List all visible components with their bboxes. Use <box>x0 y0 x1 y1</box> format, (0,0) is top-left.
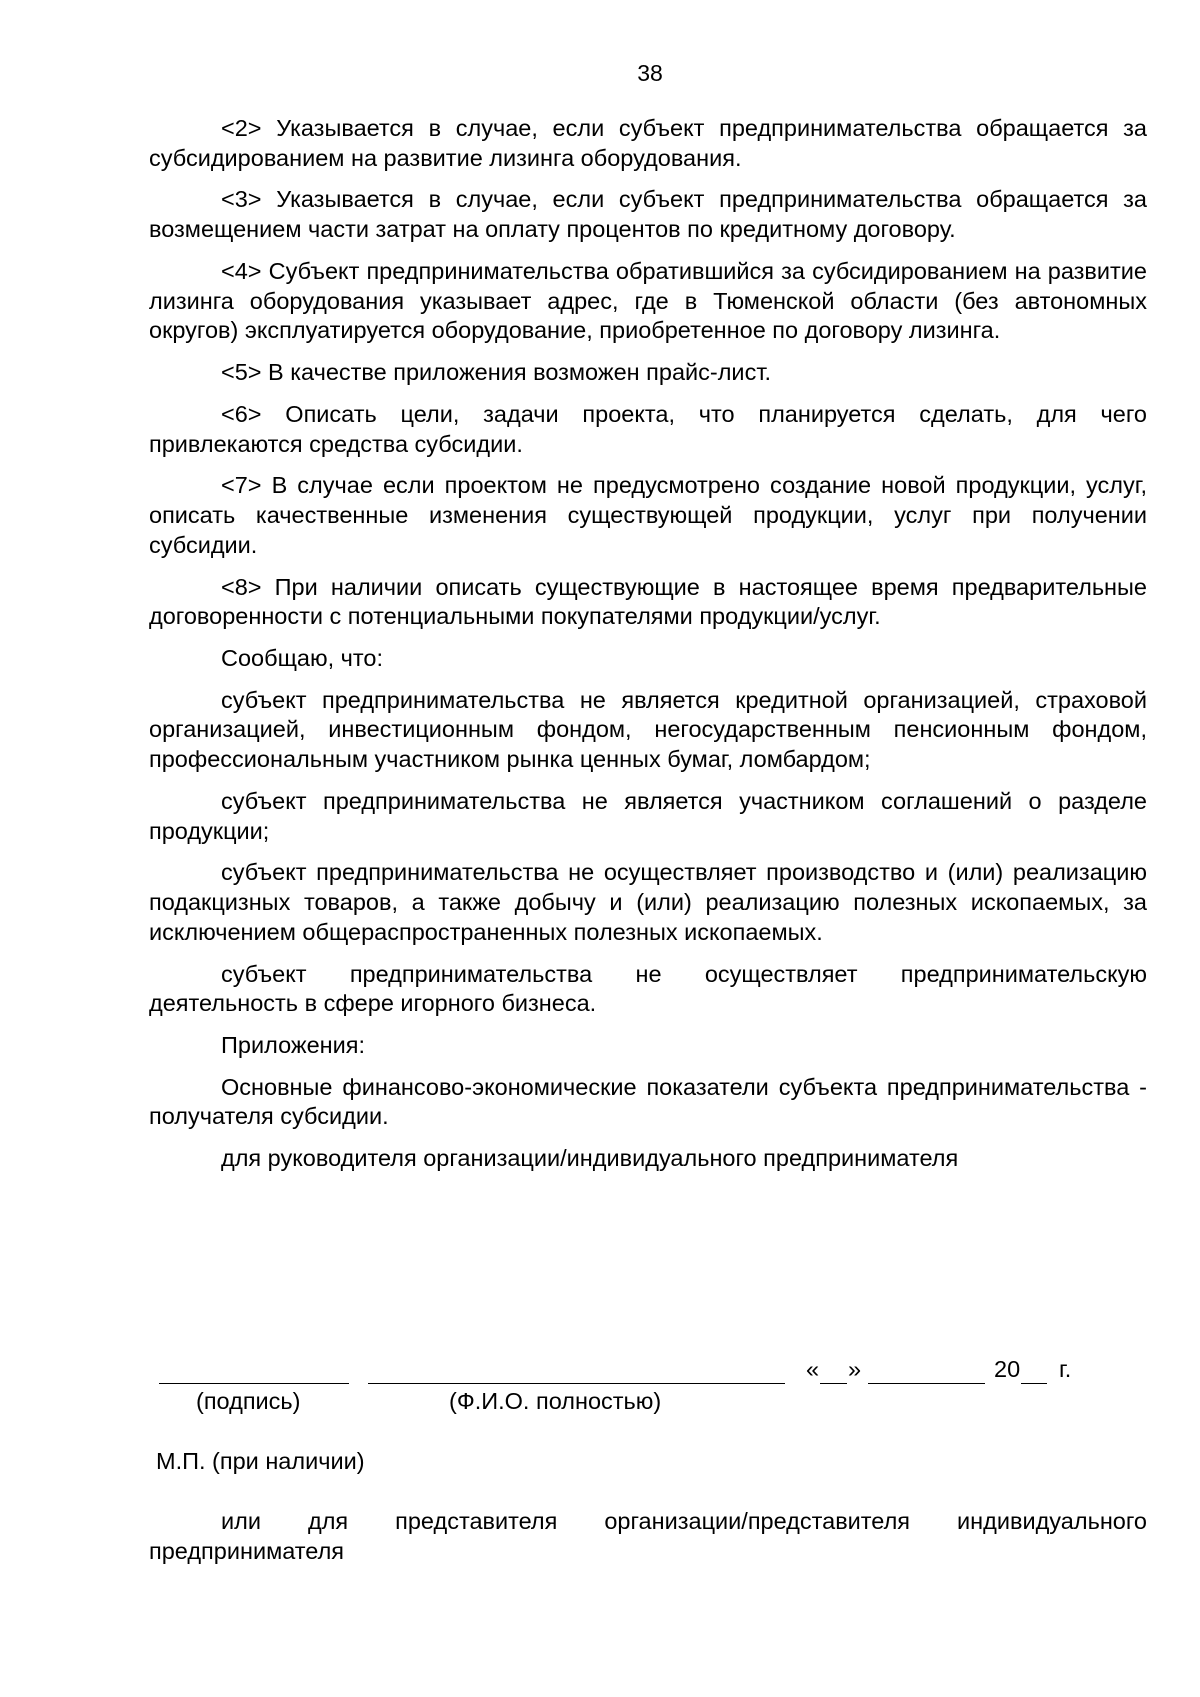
document-body <box>149 114 1147 1186</box>
date-close-quote: » <box>848 1356 862 1382</box>
footnote-6: <6> Описать цели, задачи проекта, что планируется сделать, для чего привлекаются средства субсидии. <box>149 400 1147 457</box>
signature-block <box>149 1355 1147 1474</box>
attachment-item: Основные финансово-экономические показатели субъекта предпринимательства - получателя субсидии. <box>149 1073 1147 1130</box>
footnote-8: <8> При наличии описать существующие в настоящее время предварительные договоренности с потенциальными покупателями продукции/услуг. <box>149 573 1147 630</box>
signature-row <box>149 1355 1147 1414</box>
year-line[interactable] <box>1021 1383 1047 1384</box>
seal-note: М.П. (при наличии) <box>156 1448 365 1474</box>
full-name-line[interactable] <box>368 1383 785 1384</box>
page-number: 38 <box>637 60 663 86</box>
full-name-caption: (Ф.И.О. полностью) <box>449 1388 662 1414</box>
footnote-7: <7> В случае если проектом не предусмотрено создание новой продукции, услуг, описать качественные изменения существующей продукции, услуг при получении субсидии. <box>149 472 1147 558</box>
attachments-heading: Приложения: <box>221 1032 366 1058</box>
declaration-item: субъект предпринимательства не осуществляет предпринимательскую деятельность в сфере игорного бизнеса. <box>149 960 1147 1017</box>
declaration-item: субъект предпринимательства не является участником соглашений о разделе продукции; <box>149 787 1147 844</box>
representative-block <box>149 1507 1147 1578</box>
declaration-item: субъект предпринимательства не является кредитной организацией, страховой организацией, инвестиционным фондом, негосударственным пенсионным фондом, профессиональным участником рынка ценных бумаг, ломбардом; <box>149 686 1147 773</box>
signature-heading: для руководителя организации/индивидуального предпринимателя <box>221 1145 959 1172</box>
footnote-5: <5> В качестве приложения возможен прайс-лист. <box>221 359 772 386</box>
date-open-quote: « <box>806 1356 820 1382</box>
date-month-line[interactable] <box>868 1383 985 1384</box>
signature-line[interactable] <box>159 1383 349 1384</box>
footnote-2: <2> Указывается в случае, если субъект предпринимательства обращается за субсидированием на развитие лизинга оборудования. <box>149 115 1147 171</box>
year-prefix: 20 <box>994 1356 1021 1382</box>
footnote-4: <4> Субъект предпринимательства обратившийся за субсидированием на развитие лизинга оборудования указывает адрес, где в Тюменской области (без автономных округов) эксплуатируется оборудование, приобретенное по договору лизинга. <box>149 257 1147 344</box>
year-suffix: г. <box>1059 1356 1072 1382</box>
declaration-item: субъект предпринимательства не осуществляет производство и (или) реализацию подакцизных товаров, а также добычу и (или) реализацию полезных ископаемых, за исключением общераспространенных полезных ископаемых. <box>149 859 1147 945</box>
footnote-3: <3> Указывается в случае, если субъект предпринимательства обращается за возмещением части затрат на оплату процентов по кредитному договору. <box>149 186 1147 243</box>
date-day-line[interactable] <box>820 1383 847 1384</box>
declaration-intro: Сообщаю, что: <box>221 644 383 671</box>
signature-caption: (подпись) <box>196 1388 301 1414</box>
representative-heading: или для представителя организации/представителя индивидуального предпринимателя <box>149 1508 1147 1564</box>
